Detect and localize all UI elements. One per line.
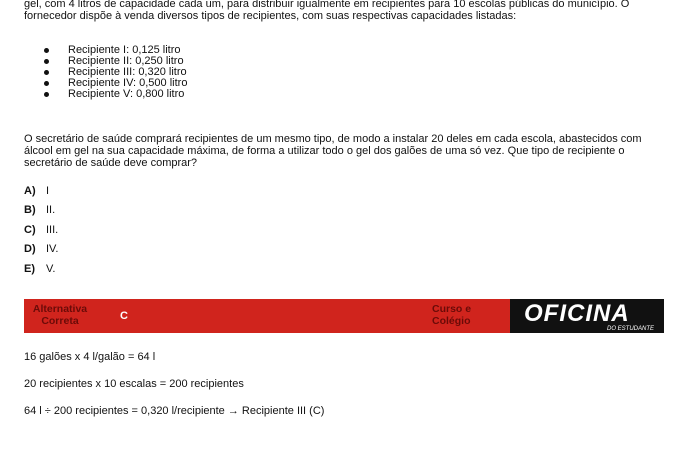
answer-label-line2: Correta (41, 315, 79, 327)
list-item: Recipiente V: 0,800 litro (44, 89, 187, 100)
option-letter: C) (24, 223, 36, 236)
option-text: III. (46, 223, 59, 236)
option-text: V. (46, 262, 56, 275)
list-item: Recipiente III: 0,320 litro (44, 67, 187, 78)
option-letter: B) (24, 204, 36, 217)
option-text: IV. (46, 243, 59, 256)
option-c (24, 223, 58, 242)
options-list (24, 184, 58, 281)
answer-label-line1: Alternativa (32, 303, 88, 315)
solution-line-2: 20 recipientes x 10 escalas = 200 recipientes (24, 378, 244, 390)
option-letter: E) (24, 262, 35, 275)
option-letter: D) (24, 243, 36, 256)
option-d (24, 242, 58, 261)
answer-label (30, 303, 90, 327)
list-item: Recipiente II: 0,250 litro (44, 56, 187, 67)
option-a (24, 184, 58, 203)
list-item: Recipiente IV: 0,500 litro (44, 78, 187, 89)
correct-answer: C (120, 310, 128, 322)
answer-banner (24, 299, 664, 333)
option-text: I (46, 185, 50, 197)
school-label-line2: Colégio (432, 315, 471, 327)
oficina-logo (510, 299, 664, 333)
option-b (24, 203, 58, 222)
logo-wordmark: OFICINA (524, 300, 630, 327)
question-intro: gel, com 4 litros de capacidade cada um, para distribuir igualmente em recipientes para 10 escolas públicas do município. O fornecedor dispõe à venda diversos tipos de recipientes, com suas respectivas capacidades listadas: (24, 0, 630, 22)
question-statement: O secretário de saúde comprará recipientes de um mesmo tipo, de modo a instalar 20 deles em cada escola, abastecidos com álcool em gel na sua capacidade máxima, de forma a utilizar todo o gel dos galões de uma só vez. Que tipo de recipiente o secretário de saúde deve comprar? (24, 133, 642, 169)
school-label-line1: Curso e (432, 303, 472, 315)
logo-subtext: DO ESTUDANTE (606, 326, 654, 332)
solution-line-1: 16 galões x 4 l/galão = 64 l (24, 351, 156, 363)
list-item: Recipiente I: 0,125 litro (44, 45, 187, 56)
option-letter: A) (24, 185, 36, 197)
container-list (44, 45, 187, 100)
option-text: II. (46, 204, 56, 217)
school-label (432, 303, 471, 327)
solution-line-3: 64 l ÷ 200 recipientes = 0,320 l/recipiente → Recipiente III (C) (24, 405, 325, 417)
option-e (24, 262, 58, 281)
